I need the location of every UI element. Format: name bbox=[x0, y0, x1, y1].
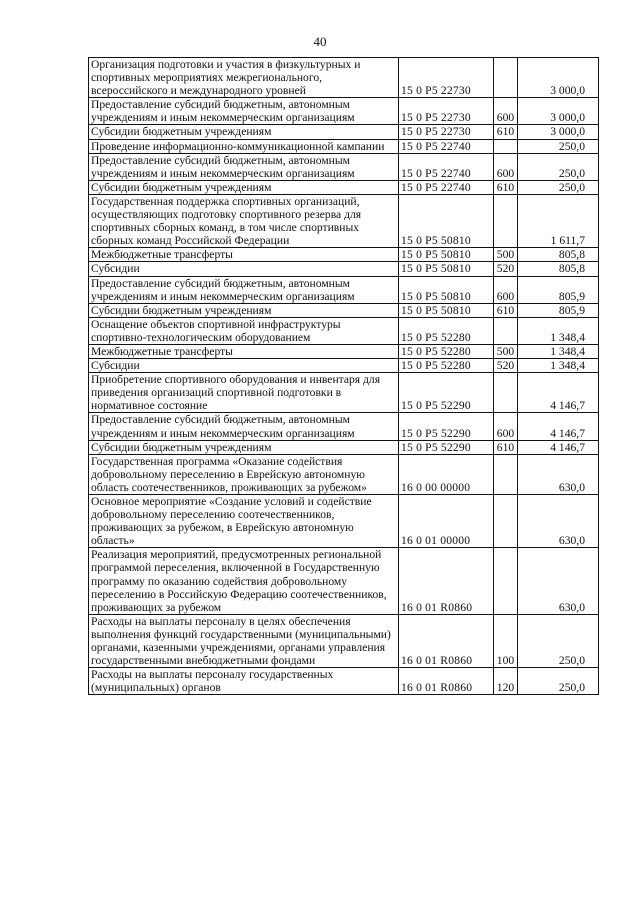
expense-name-cell: Предоставление субсидий бюджетным, автономным учреждениям и иным некоммерческим организациям bbox=[89, 276, 399, 303]
amount-cell: 250,0 bbox=[518, 180, 599, 194]
target-code-cell: 15 0 Р5 50810 bbox=[399, 262, 494, 276]
target-code-cell: 16 0 01 R0860 bbox=[399, 614, 494, 667]
expense-type-cell bbox=[494, 194, 518, 247]
target-code-cell: 15 0 Р5 22730 bbox=[399, 98, 494, 125]
table-row bbox=[89, 548, 599, 614]
expense-name-cell: Расходы на выплаты персоналу государственных (муниципальных) органов bbox=[89, 668, 399, 695]
target-code-cell: 15 0 Р5 52290 bbox=[399, 413, 494, 440]
expense-type-cell bbox=[494, 373, 518, 413]
expense-name-cell: Предоставление субсидий бюджетным, автономным учреждениям и иным некоммерческим организациям bbox=[89, 153, 399, 180]
expense-name-cell: Государственная программа «Оказание содействия добровольному переселению в Еврейскую автономную область соотечественников, проживающих за рубежом» bbox=[89, 454, 399, 494]
expense-name-cell: Субсидии bbox=[89, 262, 399, 276]
budget-table-body bbox=[89, 58, 599, 695]
expense-name-cell: Межбюджетные трансферты bbox=[89, 248, 399, 262]
table-row bbox=[89, 125, 599, 139]
table-row bbox=[89, 139, 599, 153]
table-row bbox=[89, 153, 599, 180]
target-code-cell: 15 0 Р5 50810 bbox=[399, 194, 494, 247]
expense-type-cell bbox=[494, 58, 518, 98]
amount-cell: 250,0 bbox=[518, 139, 599, 153]
amount-cell: 805,9 bbox=[518, 303, 599, 317]
amount-cell: 3 000,0 bbox=[518, 98, 599, 125]
table-row bbox=[89, 276, 599, 303]
expense-type-cell: 610 bbox=[494, 440, 518, 454]
amount-cell: 805,9 bbox=[518, 276, 599, 303]
target-code-cell: 16 0 00 00000 bbox=[399, 454, 494, 494]
target-code-cell: 15 0 Р5 22740 bbox=[399, 180, 494, 194]
target-code-cell: 15 0 Р5 22730 bbox=[399, 58, 494, 98]
expense-name-cell: Расходы на выплаты персоналу в целях обеспечения выполнения функций государственными (муниципальными) органами, казенными учреждениями, органами управления государственными внебюджетными фондами bbox=[89, 614, 399, 667]
expense-type-cell bbox=[494, 495, 518, 548]
amount-cell: 630,0 bbox=[518, 495, 599, 548]
target-code-cell: 15 0 Р5 52280 bbox=[399, 359, 494, 373]
table-row bbox=[89, 373, 599, 413]
target-code-cell: 15 0 Р5 52280 bbox=[399, 344, 494, 358]
expense-name-cell: Проведение информационно-коммуникационной кампании bbox=[89, 139, 399, 153]
amount-cell: 250,0 bbox=[518, 614, 599, 667]
table-row bbox=[89, 194, 599, 247]
amount-cell: 630,0 bbox=[518, 548, 599, 614]
expense-type-cell: 610 bbox=[494, 180, 518, 194]
amount-cell: 3 000,0 bbox=[518, 125, 599, 139]
amount-cell: 4 146,7 bbox=[518, 440, 599, 454]
table-row bbox=[89, 614, 599, 667]
expense-type-cell: 520 bbox=[494, 359, 518, 373]
target-code-cell: 15 0 Р5 52280 bbox=[399, 317, 494, 344]
amount-cell: 4 146,7 bbox=[518, 413, 599, 440]
expense-type-cell: 600 bbox=[494, 413, 518, 440]
expense-type-cell: 600 bbox=[494, 276, 518, 303]
expense-name-cell: Субсидии бюджетным учреждениям bbox=[89, 303, 399, 317]
expense-name-cell: Оснащение объектов спортивной инфраструктуры спортивно-технологическим оборудованием bbox=[89, 317, 399, 344]
target-code-cell: 15 0 Р5 52290 bbox=[399, 373, 494, 413]
amount-cell: 805,8 bbox=[518, 262, 599, 276]
expense-name-cell: Субсидии бюджетным учреждениям bbox=[89, 180, 399, 194]
budget-table bbox=[88, 57, 599, 695]
expense-name-cell: Реализация мероприятий, предусмотренных региональной программой переселения, включенной в Государственную программу по оказанию содействия добровольному переселению в Российскую Федерацию соотечественников, проживающих за рубежом bbox=[89, 548, 399, 614]
expense-name-cell: Субсидии бюджетным учреждениям bbox=[89, 125, 399, 139]
table-row bbox=[89, 359, 599, 373]
target-code-cell: 15 0 Р5 52290 bbox=[399, 440, 494, 454]
expense-type-cell: 600 bbox=[494, 98, 518, 125]
expense-name-cell: Межбюджетные трансферты bbox=[89, 344, 399, 358]
expense-name-cell: Приобретение спортивного оборудования и инвентаря для приведения организаций спортивной подготовки в нормативное состояние bbox=[89, 373, 399, 413]
amount-cell: 250,0 bbox=[518, 153, 599, 180]
table-row bbox=[89, 344, 599, 358]
table-row bbox=[89, 248, 599, 262]
target-code-cell: 15 0 Р5 22740 bbox=[399, 153, 494, 180]
expense-type-cell: 610 bbox=[494, 125, 518, 139]
amount-cell: 1 348,4 bbox=[518, 359, 599, 373]
table-row bbox=[89, 98, 599, 125]
table-row bbox=[89, 303, 599, 317]
expense-type-cell bbox=[494, 548, 518, 614]
amount-cell: 1 348,4 bbox=[518, 317, 599, 344]
table-row bbox=[89, 668, 599, 695]
table-row bbox=[89, 58, 599, 98]
target-code-cell: 15 0 Р5 22740 bbox=[399, 139, 494, 153]
table-row bbox=[89, 454, 599, 494]
expense-name-cell: Организация подготовки и участия в физкультурных и спортивных мероприятиях межрегионального, всероссийского и международного уровней bbox=[89, 58, 399, 98]
amount-cell: 4 146,7 bbox=[518, 373, 599, 413]
table-row bbox=[89, 317, 599, 344]
amount-cell: 3 000,0 bbox=[518, 58, 599, 98]
expense-name-cell: Субсидии bbox=[89, 359, 399, 373]
expense-type-cell: 100 bbox=[494, 614, 518, 667]
expense-type-cell: 610 bbox=[494, 303, 518, 317]
target-code-cell: 15 0 Р5 50810 bbox=[399, 276, 494, 303]
expense-name-cell: Основное мероприятие «Создание условий и содействие добровольному переселению соотечественников, проживающих за рубежом, в Еврейскую автономную область» bbox=[89, 495, 399, 548]
target-code-cell: 15 0 Р5 50810 bbox=[399, 303, 494, 317]
target-code-cell: 16 0 01 00000 bbox=[399, 495, 494, 548]
expense-name-cell: Предоставление субсидий бюджетным, автономным учреждениям и иным некоммерческим организациям bbox=[89, 413, 399, 440]
expense-name-cell: Субсидии бюджетным учреждениям bbox=[89, 440, 399, 454]
expense-type-cell: 120 bbox=[494, 668, 518, 695]
amount-cell: 250,0 bbox=[518, 668, 599, 695]
expense-type-cell: 520 bbox=[494, 262, 518, 276]
target-code-cell: 15 0 Р5 22730 bbox=[399, 125, 494, 139]
target-code-cell: 16 0 01 R0860 bbox=[399, 668, 494, 695]
table-row bbox=[89, 262, 599, 276]
expense-name-cell: Государственная поддержка спортивных организаций, осуществляющих подготовку спортивного резерва для спортивных сборных команд, в том числе спортивных сборных команд Российской Федерации bbox=[89, 194, 399, 247]
expense-type-cell: 600 bbox=[494, 153, 518, 180]
target-code-cell: 16 0 01 R0860 bbox=[399, 548, 494, 614]
expense-type-cell: 500 bbox=[494, 344, 518, 358]
amount-cell: 1 611,7 bbox=[518, 194, 599, 247]
target-code-cell: 15 0 Р5 50810 bbox=[399, 248, 494, 262]
expense-type-cell bbox=[494, 139, 518, 153]
table-row bbox=[89, 440, 599, 454]
amount-cell: 630,0 bbox=[518, 454, 599, 494]
expense-name-cell: Предоставление субсидий бюджетным, автономным учреждениям и иным некоммерческим организациям bbox=[89, 98, 399, 125]
table-row bbox=[89, 413, 599, 440]
expense-type-cell: 500 bbox=[494, 248, 518, 262]
expense-type-cell bbox=[494, 454, 518, 494]
table-row bbox=[89, 495, 599, 548]
page-number: 40 bbox=[313, 34, 327, 49]
amount-cell: 805,8 bbox=[518, 248, 599, 262]
amount-cell: 1 348,4 bbox=[518, 344, 599, 358]
table-row bbox=[89, 180, 599, 194]
expense-type-cell bbox=[494, 317, 518, 344]
